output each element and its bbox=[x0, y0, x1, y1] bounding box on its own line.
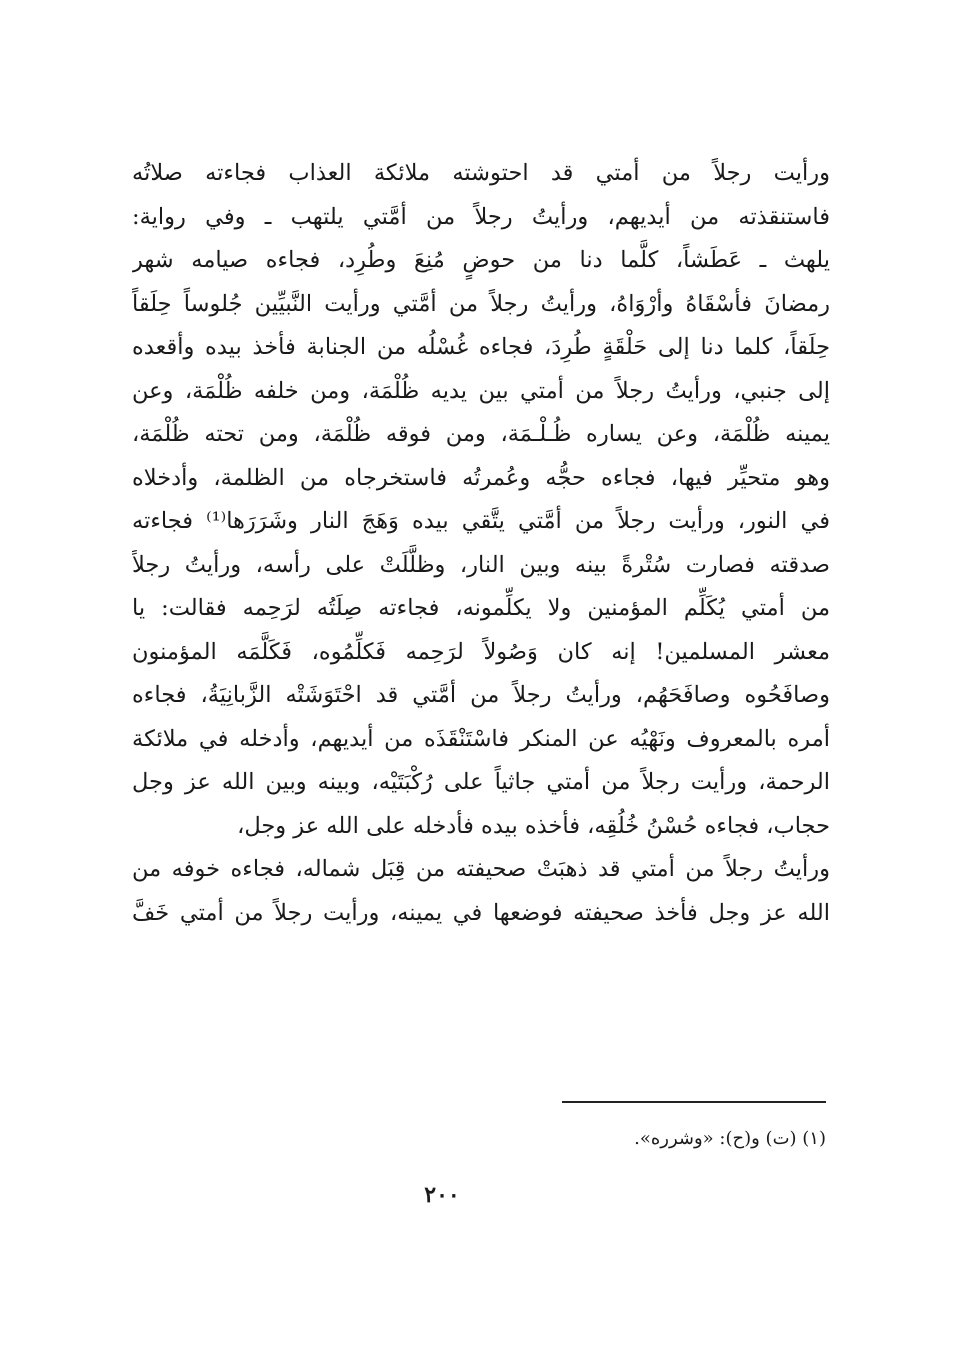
text-line-6: إلى جنبي، ورأيتُ رجلاً من أمتي بين يديه ظُلْمَة، ومن خلفه ظُلْمَة، وعن bbox=[132, 377, 830, 404]
text-line-12: معشر المسلمين! إنه كان وَصُولاً لرَحِمه فَكلِّمُوه، فَكَلَّمَه المؤمنون bbox=[132, 638, 830, 665]
text-line-16: حجاب، فجاءه حُسْنُ خُلُقِه، فأخذه بيده فأدخله على الله عز وجل، bbox=[237, 812, 830, 839]
text-line-5: حِلَقاً، كلما دنا إلى حَلْقَةٍ طُرِدَ، فجاءه غُسْلُه من الجنابة فأخذ بيده وأقعده bbox=[132, 334, 830, 360]
footnote: (١) (ت) و(ح): «وشرره». bbox=[634, 1128, 826, 1149]
text-line-9: في النور، ورأيت رجلاً من أمَّتي يتَّقي بيده وَهَجَ النار وشَرَرَها⁽¹⁾ فجاءته bbox=[132, 508, 830, 534]
body-text bbox=[132, 152, 830, 935]
text-line-1: ورأيت رجلاً من أمتي قد احتوشته ملائكة العذاب فجاءته صلاتُه bbox=[132, 160, 830, 186]
text-line-7: يمينه ظُلْمَة، وعن يساره ظُـلْـمَة، ومن فوقه ظُلْمَة، ومن تحته ظُلْمَة، bbox=[132, 421, 830, 447]
text-line-10: صدقته فصارت سُتْرةً بينه وبين النار، وظلَّلَتْ على رأسه، ورأيتُ رجلاً bbox=[132, 551, 830, 578]
text-line-4: رمضانَ فأسْقَاهُ وأرْوَاهُ، ورأيتُ رجلاً من أمَّتي ورأيت النَّبيِّين جُلوساً حِلَقاً bbox=[132, 290, 830, 317]
text-line-15: الرحمة، ورأيت رجلاً من أمتي جاثياً على رُكْبَتَيْه، وبينه وبين الله عز وجل bbox=[132, 769, 830, 795]
text-line-2: فاستنقذته من أيديهم، ورأيتُ رجلاً من أمَّتي يلتهب ـ وفي رواية: bbox=[132, 203, 830, 230]
footnote-divider bbox=[562, 1101, 826, 1103]
text-line-17: ورأيتُ رجلاً من أمتي قد ذهبَتْ صحيفته من قِبَل شماله، فجاءه خوفه من bbox=[132, 856, 830, 882]
text-line-14: أمره بالمعروف ونَهْيُه عن المنكر فاسْتَنْقَذَه من أيديهم، وأدخله في ملائكة bbox=[132, 725, 830, 752]
text-line-13: وصافَحُوه وصافَحَهُم، ورأيتُ رجلاً من أمَّتي قد احْتَوَشَتْه الزَّبانِيَةُ، فجاءه bbox=[132, 682, 830, 708]
page-number: ٢٠٠ bbox=[424, 1182, 460, 1208]
text-line-3: يلهث ـ عَطَشاً، كلَّما دنا من حوضٍ مُنِعَ وطُرِد، فجاءه صيامه شهر bbox=[132, 247, 830, 273]
text-line-11: من أمتي يُكَلِّم المؤمنين ولا يكلِّمونه، فجاءته صِلَتُه لرَحِمه فقالت: يا bbox=[132, 595, 830, 621]
text-line-18: الله عز وجل فأخذ صحيفته فوضعها في يمينه، ورأيت رجلاً من أمتي خَفَّ bbox=[132, 899, 830, 926]
text-line-8: وهو متحيِّر فيها، فجاءه حجُّه وعُمرتُه فاستخرجاه من الظلمة، وأدخلاه bbox=[132, 464, 830, 491]
